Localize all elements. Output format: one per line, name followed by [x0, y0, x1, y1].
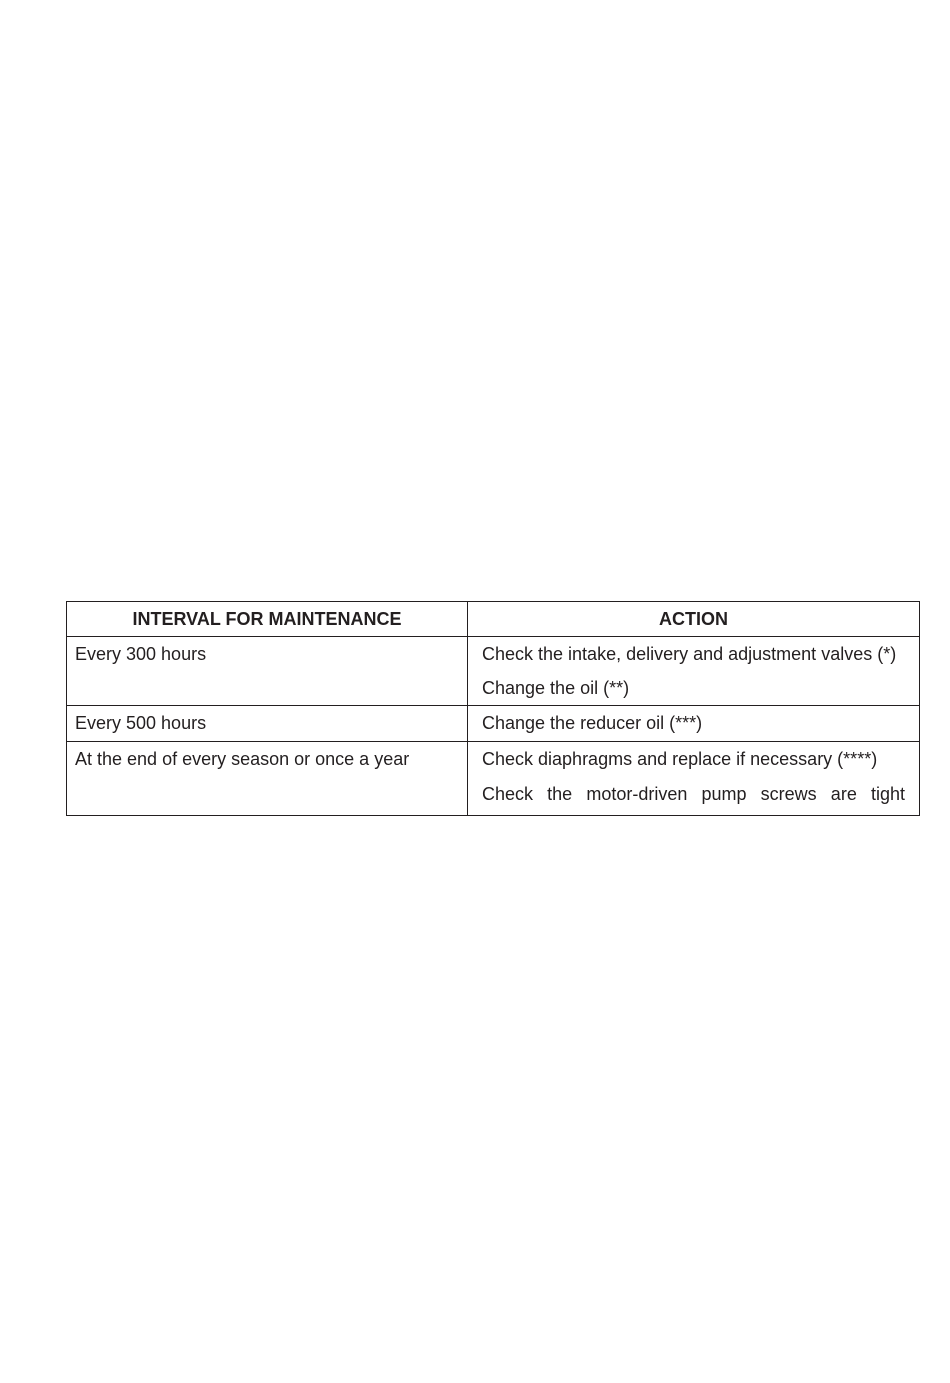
- action-item: Change the oil (**): [482, 678, 630, 698]
- table-row: [67, 742, 920, 816]
- action-item: Change the reducer oil (***): [482, 713, 703, 733]
- action-item: Check the intake, delivery and adjustment valves (*): [482, 644, 897, 664]
- interval-cell: At the end of every season or once a year: [67, 742, 468, 816]
- action-item: Check diaphragms and replace if necessary (****): [482, 749, 878, 769]
- interval-cell: Every 500 hours: [67, 706, 468, 742]
- interval-cell: Every 300 hours: [67, 637, 468, 706]
- action-item: Check the motor-driven pump screws are tight: [482, 784, 905, 804]
- table-header: [67, 602, 920, 637]
- header-row: [67, 602, 920, 637]
- header-action: ACTION: [468, 602, 920, 637]
- action-cell: [468, 706, 920, 742]
- header-interval: INTERVAL FOR MAINTENANCE: [67, 602, 468, 637]
- table-row: [67, 706, 920, 742]
- action-cell: [468, 742, 920, 816]
- maintenance-table: [66, 601, 920, 816]
- action-cell: [468, 637, 920, 706]
- table-body: [67, 637, 920, 816]
- table-row: [67, 637, 920, 706]
